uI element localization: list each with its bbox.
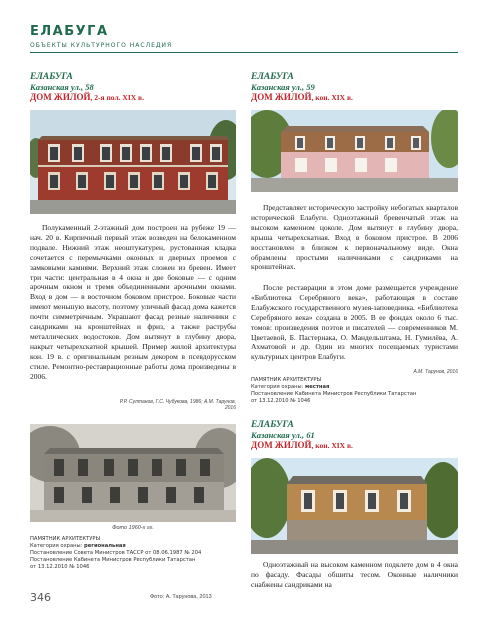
right2-entry-heading (251, 420, 457, 450)
right1-house-photo (251, 110, 458, 192)
left-description: Полукаменный 2-этажный дом построен на рубеже 19 — нач. 20 в. Кирпичный первый этаж возведен на белокаменном подвале. Нижний этаж неоштукатурен, рустованная кладка сочетается с перемычками оконных и дверных проемов с замковыми камнями. Верхний этаж сложен из бревен. Имеет три части: центральная в 4 окна и две боковые — с одним арочным окном и тремя объединенными арочными окнами. Вход в дом — в восточном боковом пристрое. Боковые части имеют меньшую высоту, поэтому уличный фасад дома кажется почти симметричным. Украшают фасад резные наличники с сандриками на кронштейнах и фриз, а также раструбы металлических водостоков. Дом вытянут в глубину двора, накрыт четырехскатной крышей. Пример жилой архитектуры кон. 19 в. с оригинальным резным декором в псевдорусском стиле. Ремонтно-реставрационные работы дома произведены в 2006. (30, 223, 236, 381)
left-monument-note (30, 536, 236, 571)
right1-city: ЕЛАБУГА (251, 72, 294, 82)
left-monument-type: ПАМЯТНИК АРХИТЕКТУРЫ (30, 536, 101, 542)
right1-monument-note (251, 377, 458, 405)
left-photo-credit: Р.Р. Султанов, Г.С. Чубукова, 1986; А.М. Тарунов, 2016 (119, 399, 236, 411)
right1-house-title: ДОМ ЖИЛОЙ, кон. XIX в. (251, 92, 353, 102)
right1-decree: Постановление Кабинета Министров Республики Татарстан (251, 391, 417, 397)
left-decree-1: Постановление Совета Министров ТАССР от 08.06.1987 № 204 (30, 550, 202, 556)
right2-house-photo (251, 458, 458, 554)
page-section-subtitle: ОБЪЕКТЫ КУЛЬТУРНОГО НАСЛЕДИЯ (30, 42, 173, 49)
right1-author: А.М. Тарунов, 2016 (413, 369, 458, 375)
right1-entry-heading (251, 72, 457, 102)
left-old-photo (30, 424, 236, 522)
right2-city: ЕЛАБУГА (251, 420, 294, 430)
old-photo-caption: Фото 1960-х гг. (112, 525, 154, 531)
left-house-title: ДОМ ЖИЛОЙ, 2-я пол. XIX в. (30, 92, 144, 102)
page-number: 346 (30, 591, 51, 604)
right1-protection-category: Категория охраны: местная (251, 384, 330, 390)
left-protection-category: Категория охраны: региональная (30, 543, 126, 549)
right1-description-2: После реставрации в этом доме размещается учреждение «Библиотека Серебряного века», работающая в составе Елабужского государственного музея-заповедника. «Библиотека Серебряного века» создана в 2005. В ее фондах около 6 тыс. томов: произведения поэтов и писателей — современников М. Цветаевой, Б. Пастернака, О. Мандельштама, Н. Гумилёва, А. Ахматовой и др. Один из многих посещаемых туристами культурных центров Елабуги. (251, 283, 458, 362)
page-section-title: ЕЛАБУГА (30, 24, 109, 39)
right1-monument-type: ПАМЯТНИК АРХИТЕКТУРЫ (251, 377, 322, 383)
right2-house-title: ДОМ ЖИЛОЙ, кон. XIX в. (251, 440, 353, 450)
right1-decree-date: от 13.12.2010 № 1046 (251, 398, 311, 404)
left-decree-2: Постановление Кабинета Министров Республики Татарстан (30, 557, 196, 563)
left-city: ЕЛАБУГА (30, 72, 73, 82)
left-decree-2-date: от 13.12.2010 № 1046 (30, 564, 90, 570)
right2-street: Казанская ул., 61 (251, 430, 315, 440)
right2-description: Одноэтажный на высоком каменном подклете дом в 4 окна по фасаду. Фасады обшиты тесом. Оконные наличники снабжены сандриками на (251, 560, 458, 589)
header-divider (30, 52, 458, 53)
right1-description-1: Представляет историческую застройку небогатых кварталов исторической Елабуги. Одноэтажный бревенчатый этаж на высоком каменном цоколе. Дом вытянут в глубину двора, крыша четырехскатная. Вход в боковом пристрое. В 2006 восстановлен в близком к первоначальному виде. Окна обрамлены простыми наличниками с сандриками на кронштейнах. (251, 203, 458, 272)
left-entry-heading (30, 72, 230, 102)
left-house-photo (30, 110, 236, 214)
left-street: Казанская ул., 58 (30, 82, 94, 92)
footer-photo-credit: Фото: А. Тарунова, 2013 (150, 594, 212, 600)
right1-street: Казанская ул., 59 (251, 82, 315, 92)
